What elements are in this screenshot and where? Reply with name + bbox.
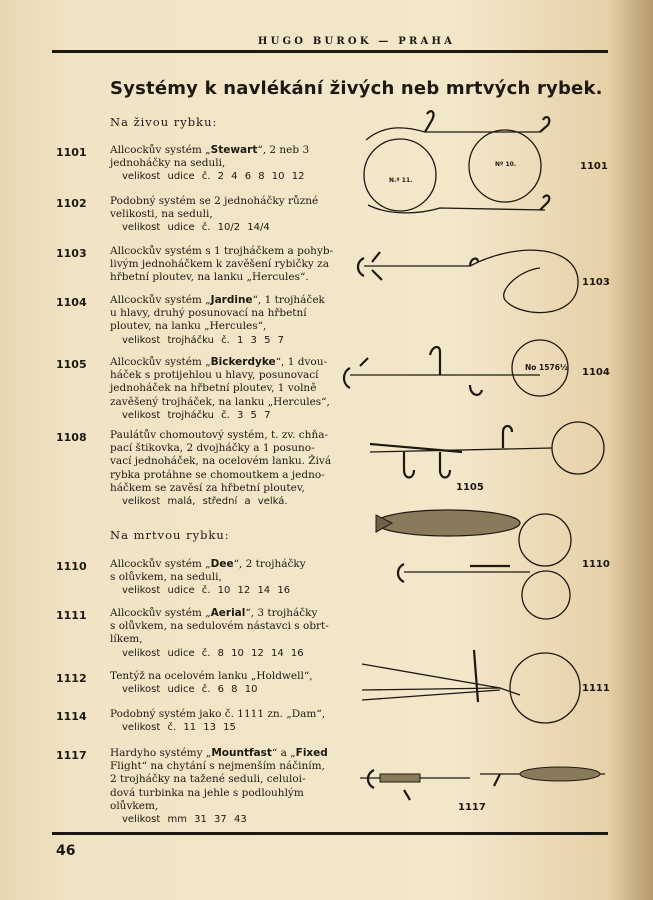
entry-number: 1117 [56,749,87,762]
card-label: Nº 10. [495,161,517,168]
entry-line: Allcockův systém „Stewart“, 2 neb 3 [110,144,310,156]
section-live-bait: Na živou rybku: [110,115,218,129]
entry-size-line: velikost trojháčku č. 1 3 5 7 [122,334,285,346]
figure-label: 1103 [582,277,610,288]
entry-size-line: velikost mm 31 37 43 [122,814,247,826]
entry-line: Allcockův systém s 1 trojháčkem a pohyb- [110,245,334,257]
entry-size-line: velikost udice č. 10/2 14/4 [122,222,270,234]
entry-line: livým jednoháčkem k zavěšení rybičky za [110,258,329,271]
entry-number: 1101 [56,146,87,159]
entry-size-line: velikost udice č. 10 12 14 16 [122,585,291,597]
entry-size-line: velikost udice č. 6 8 10 [122,684,258,696]
entry-line: vací jednoháček, na ocelovém lanku. Živá [110,455,332,468]
page-header: HUGO BUROK — PRAHA [257,36,456,47]
card-label: N.º 11. [389,177,413,184]
figure-label: 1105 [456,482,484,493]
entry-line: u hlavy, druhý posunovací na hřbetní [110,307,307,320]
footer-rule [52,832,608,835]
figure-label: 1101 [580,161,608,172]
entry-line: Allcockův systém „Bickerdyke“, 1 dvou- [110,356,328,368]
entry-line: Allcockův systém „Dee“, 2 trojháčky [110,558,306,570]
entry-line: háčkem se zavěsí za hřbetní ploutev, [110,481,305,494]
entry-line: s olůvkem, na seduli, [110,571,222,584]
entry-number: 1103 [56,247,87,260]
tag-label: No 1576½ [525,363,568,372]
entry-size-line: velikost udice č. 8 10 12 14 16 [122,647,304,659]
entry-number: 1102 [56,197,87,210]
entry-line: s olůvkem, na sedulovém nástavci s obrt- [110,620,329,633]
figure-label: 1110 [582,559,610,570]
entry-line: jednoháček na hřbetní ploutev, 1 volně [110,382,317,395]
entry-line: Flight“ na chytání s nejmenším náčiním, [110,760,325,773]
entry-number: 1111 [56,609,87,622]
entry-size-line: velikost trojháčku č. 3 5 7 [122,409,271,421]
entry-line: ploutev, na lanku „Hercules“, [110,320,267,333]
entry-number: 1105 [56,358,87,371]
entry-line: jednoháčky na seduli, [110,157,226,170]
entry-line: háček s protijehlou u hlavy, posunovací [110,369,319,382]
figure-label: 1111 [582,683,610,694]
entry-size-line: velikost č. 11 13 15 [122,722,236,734]
entry-number: 1104 [56,296,87,309]
entry-line: dová turbinka na jehle s podlouhlým [110,786,304,799]
entry-line: Tentýž na ocelovém lanku „Holdwell“, [110,670,313,682]
entry-line: hřbetní ploutev, na lanku „Hercules“. [110,271,309,284]
entry-number: 1112 [56,672,87,685]
entry-number: 1108 [56,431,87,444]
entry-line: Allcockův systém „Aerial“, 3 trojháčky [110,607,318,619]
entry-line: líkem, [110,633,143,646]
dee-system-illustration [376,510,571,619]
entry-line: Allcockův systém „Jardine“, 1 trojháček [110,294,325,306]
entry-number: 1110 [56,560,87,573]
mountfast-system-illustration [360,767,605,800]
hercules-system-illustration [358,250,578,312]
stewart-system-illustration [364,111,549,213]
aerial-system-illustration [362,650,580,723]
figure-label: 1117 [458,802,486,813]
entry-line: zavěšený trojháček, na lanku „Hercules“, [110,395,330,408]
section-dead-bait: Na mrtvou rybku: [110,528,230,542]
paulat-system-illustration [370,422,604,478]
entry-line: Podobný systém jako č. 1111 zn. „Dam“, [110,708,326,720]
entry-line: velikosti, na seduli, [110,208,213,221]
entry-size-line: velikost malá, střední a velká. [122,496,288,508]
entry-line: Hardyho systémy „Mountfast“ a „Fixed [110,747,328,759]
entry-line: 2 trojháčky na tažené seduli, celuloi- [110,773,306,786]
entry-line: Podobný systém se 2 jednoháčky různé [110,195,319,207]
entry-number: 1114 [56,710,87,723]
page-title: Systémy k navlékání živých neb mrtvých rybek. [110,78,603,99]
entry-line: olůvkem, [110,799,159,812]
page-number: 46 [56,843,76,859]
entry-line: pací štikovka, 2 dvojháčky a 1 posuno- [110,442,315,455]
entry-line: Paulátův chomoutový systém, t. zv. chňa- [110,429,329,441]
figure-label: 1104 [582,367,610,378]
entry-size-line: velikost udice č. 2 4 6 8 10 12 [122,171,305,183]
entry-line: rybka protáhne se chomoutkem a jedno- [110,468,325,481]
